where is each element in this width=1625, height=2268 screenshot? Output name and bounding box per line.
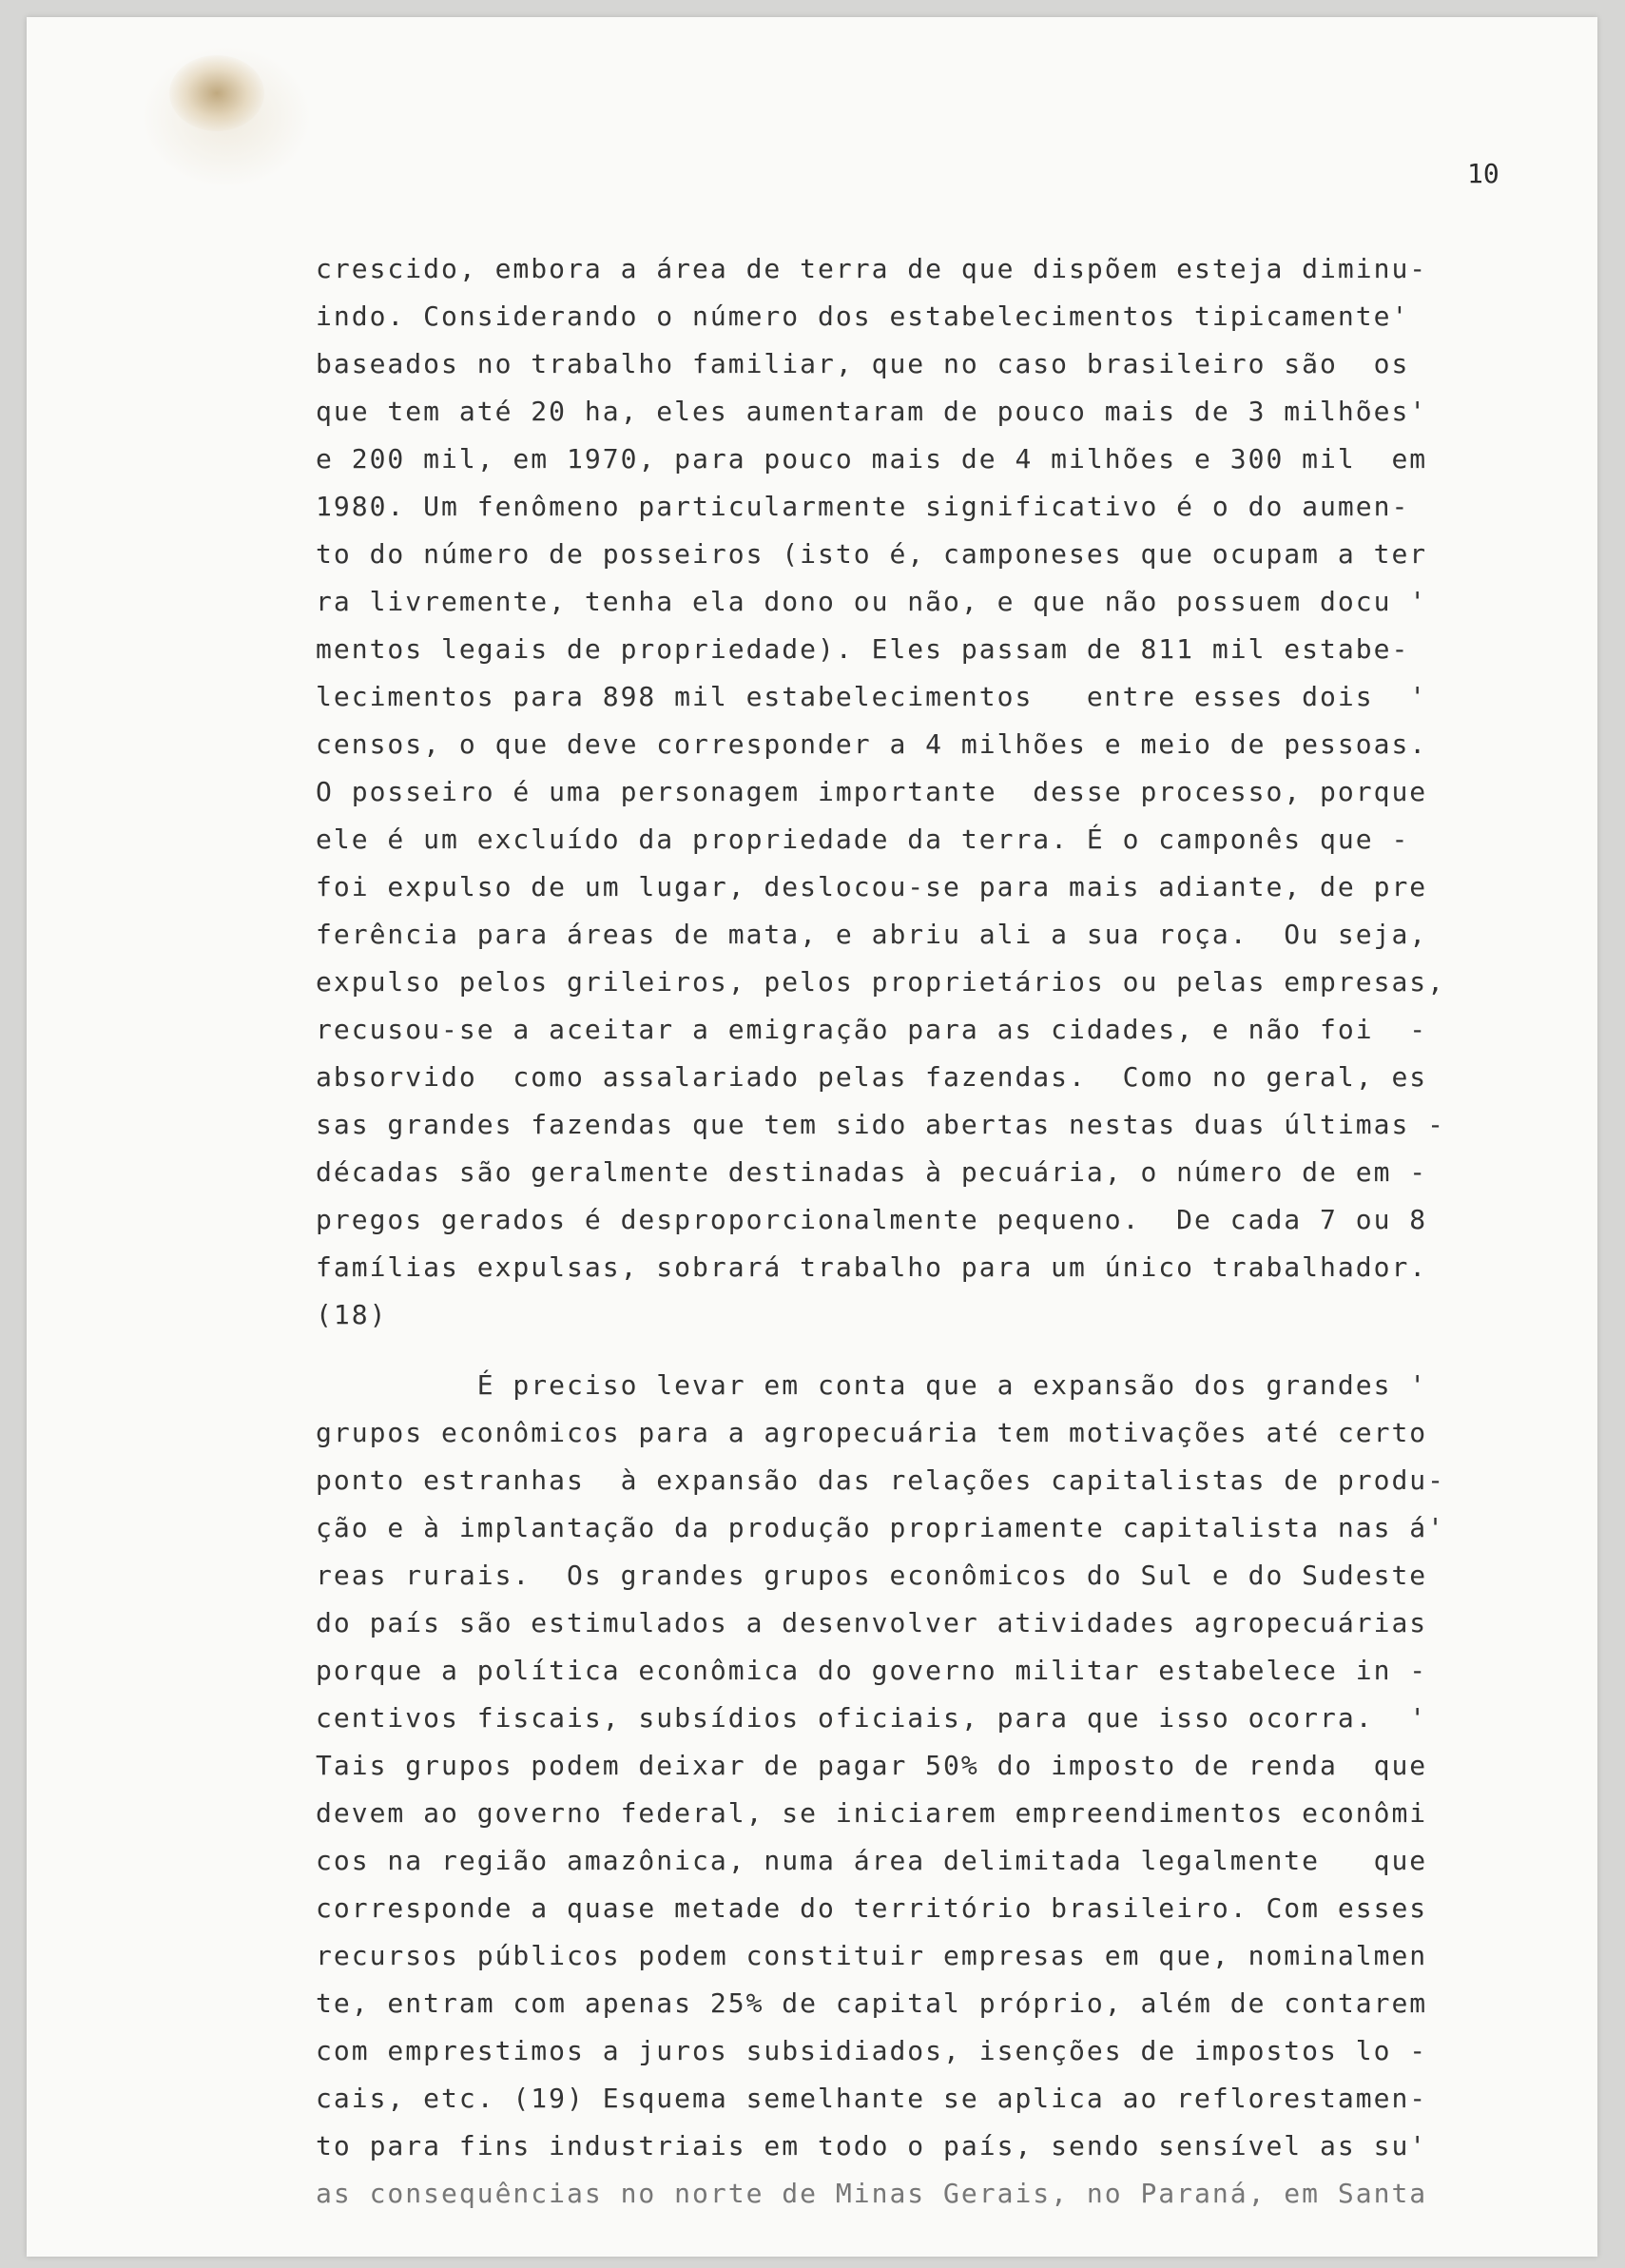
text-line: centivos fiscais, subsídios oficiais, para que isso ocorra. ' [316,1702,1428,1734]
text-line: censos, o que deve corresponder a 4 milhões e meio de pessoas. [316,728,1428,760]
text-line: cais, etc. (19) Esquema semelhante se aplica ao reflorestamen- [316,2083,1428,2114]
footnote-ref: (18) [316,1299,388,1330]
text-line: recursos públicos podem constituir empresas em que, nominalmen [316,1940,1428,1971]
text-line: grupos econômicos para a agropecuária tem motivações até certo [316,1417,1428,1448]
text-line: lecimentos para 898 mil estabelecimentos entre esses dois ' [316,681,1428,712]
text-line: corresponde a quase metade do território brasileiro. Com esses [316,1892,1428,1924]
text-line: ferência para áreas de mata, e abriu ali a sua roça. Ou seja, [316,919,1428,950]
body-text [316,245,1495,2218]
text-line: cos na região amazônica, numa área delimitada legalmente que [316,1845,1428,1876]
text-line: com emprestimos a juros subsidiados, isenções de impostos lo - [316,2035,1428,2066]
paragraph-1 [316,245,1495,1339]
text-line: ele é um excluído da propriedade da terra. É o camponês que - [316,824,1410,855]
text-line: te, entram com apenas 25% de capital próprio, além de contarem [316,1987,1428,2019]
text-line: to do número de posseiros (isto é, camponeses que ocupam a ter [316,538,1428,570]
text-line: devem ao governo federal, se iniciarem empreendimentos econômi [316,1797,1428,1829]
text-line: que tem até 20 ha, eles aumentaram de pouco mais de 3 milhões' [316,396,1428,427]
text-line: crescido, embora a área de terra de que dispõem esteja diminu- [316,253,1428,284]
text-line: baseados no trabalho familiar, que no caso brasileiro são os [316,348,1410,379]
text-line: absorvido como assalariado pelas fazendas. Como no geral, es [316,1061,1428,1093]
page-number: 10 [1467,158,1499,189]
text-line: ra livremente, tenha ela dono ou não, e que não possuem docu ' [316,586,1428,617]
text-line: to para fins industriais em todo o país, sendo sensível as su' [316,2130,1428,2161]
text-line: décadas são geralmente destinadas à pecuária, o número de em - [316,1156,1428,1188]
burn-mark [169,55,264,131]
text-line: ponto estranhas à expansão das relações capitalistas de produ- [316,1464,1446,1496]
text-line: foi expulso de um lugar, deslocou-se para mais adiante, de pre [316,871,1428,902]
paragraph-2 [316,1362,1495,2218]
text-line: 1980. Um fenômeno particularmente significativo é o do aumen- [316,491,1410,522]
text-line: mentos legais de propriedade). Eles passam de 811 mil estabe- [316,633,1410,665]
text-line: do país são estimulados a desenvolver atividades agropecuárias [316,1607,1428,1638]
text-line-faded: as consequências no norte de Minas Gerais, no Paraná, em Santa [316,2178,1428,2209]
text-line: indo. Considerando o número dos estabelecimentos tipicamente' [316,300,1410,332]
text-line: reas rurais. Os grandes grupos econômicos do Sul e do Sudeste [316,1560,1428,1591]
text-line: porque a política econômica do governo militar estabelece in - [316,1655,1428,1686]
text-line: recusou-se a aceitar a emigração para as cidades, e não foi - [316,1014,1428,1045]
text-line: sas grandes fazendas que tem sido abertas nestas duas últimas - [316,1109,1446,1140]
text-line: Tais grupos podem deixar de pagar 50% do imposto de renda que [316,1750,1428,1781]
text-line: expulso pelos grileiros, pelos proprietários ou pelas empresas, [316,966,1446,998]
text-line: e 200 mil, em 1970, para pouco mais de 4 milhões e 300 mil em [316,443,1428,475]
text-line: O posseiro é uma personagem importante desse processo, porque [316,776,1428,807]
text-line: É preciso levar em conta que a expansão dos grandes ' [316,1369,1428,1401]
document-page [27,17,1597,2257]
text-line: pregos gerados é desproporcionalmente pequeno. De cada 7 ou 8 [316,1204,1428,1235]
text-line: famílias expulsas, sobrará trabalho para um único trabalhador. [316,1251,1428,1283]
text-line: ção e à implantação da produção propriamente capitalista nas á' [316,1512,1446,1543]
